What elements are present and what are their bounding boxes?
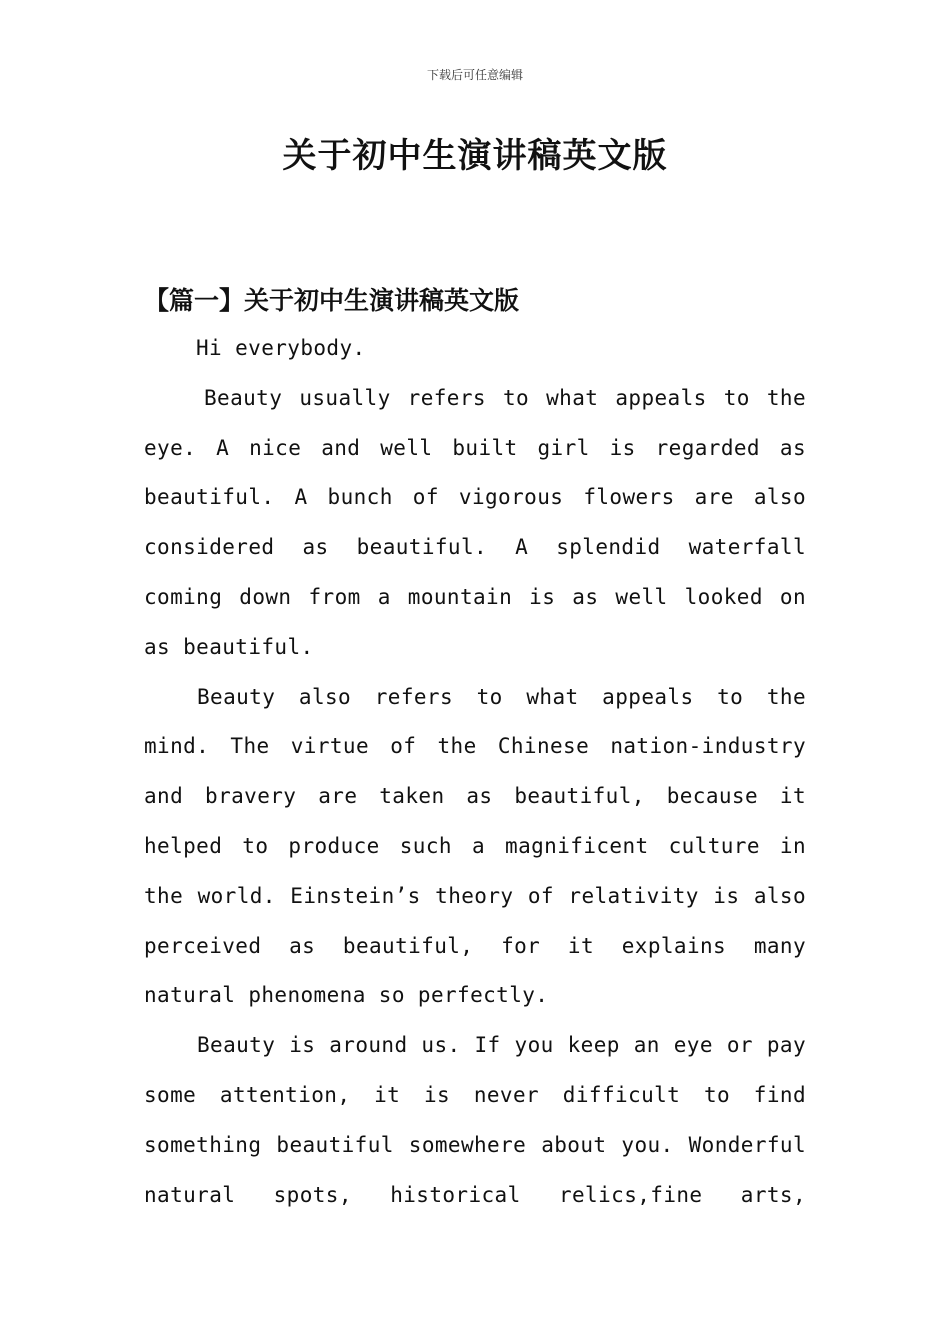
paragraph-2: Beauty also refers to what appeals to the mind. The virtue of the Chinese nation-industry and bravery are taken as beautiful, because it helped to produce such a magnificent culture in the world. Einstein’s theory of relativity is also perceived as beautiful, for it explains many natural phenomena so perfectly.	[144, 684, 806, 1008]
paragraph-1: Beauty usually refers to what appeals to the eye. A nice and well built girl is regarded as beautiful. A bunch of vigorous flowers are also considered as beautiful. A splendid waterfall coming down from a mountain is as well looked on as beautiful.	[144, 385, 806, 659]
document-body	[144, 324, 806, 1220]
paragraph-3: Beauty is around us. If you keep an eye or pay some attention, it is never difficult to find something beautiful somewhere about you. Wonderful natural spots, historical relics,fine arts,	[144, 1033, 806, 1207]
greeting-line: Hi everybody.	[196, 336, 366, 360]
document-title: 关于初中生演讲稿英文版	[282, 136, 668, 176]
section-heading: 【篇一】关于初中生演讲稿英文版	[144, 286, 520, 315]
header-note: 下载后可任意编辑	[426, 68, 523, 82]
